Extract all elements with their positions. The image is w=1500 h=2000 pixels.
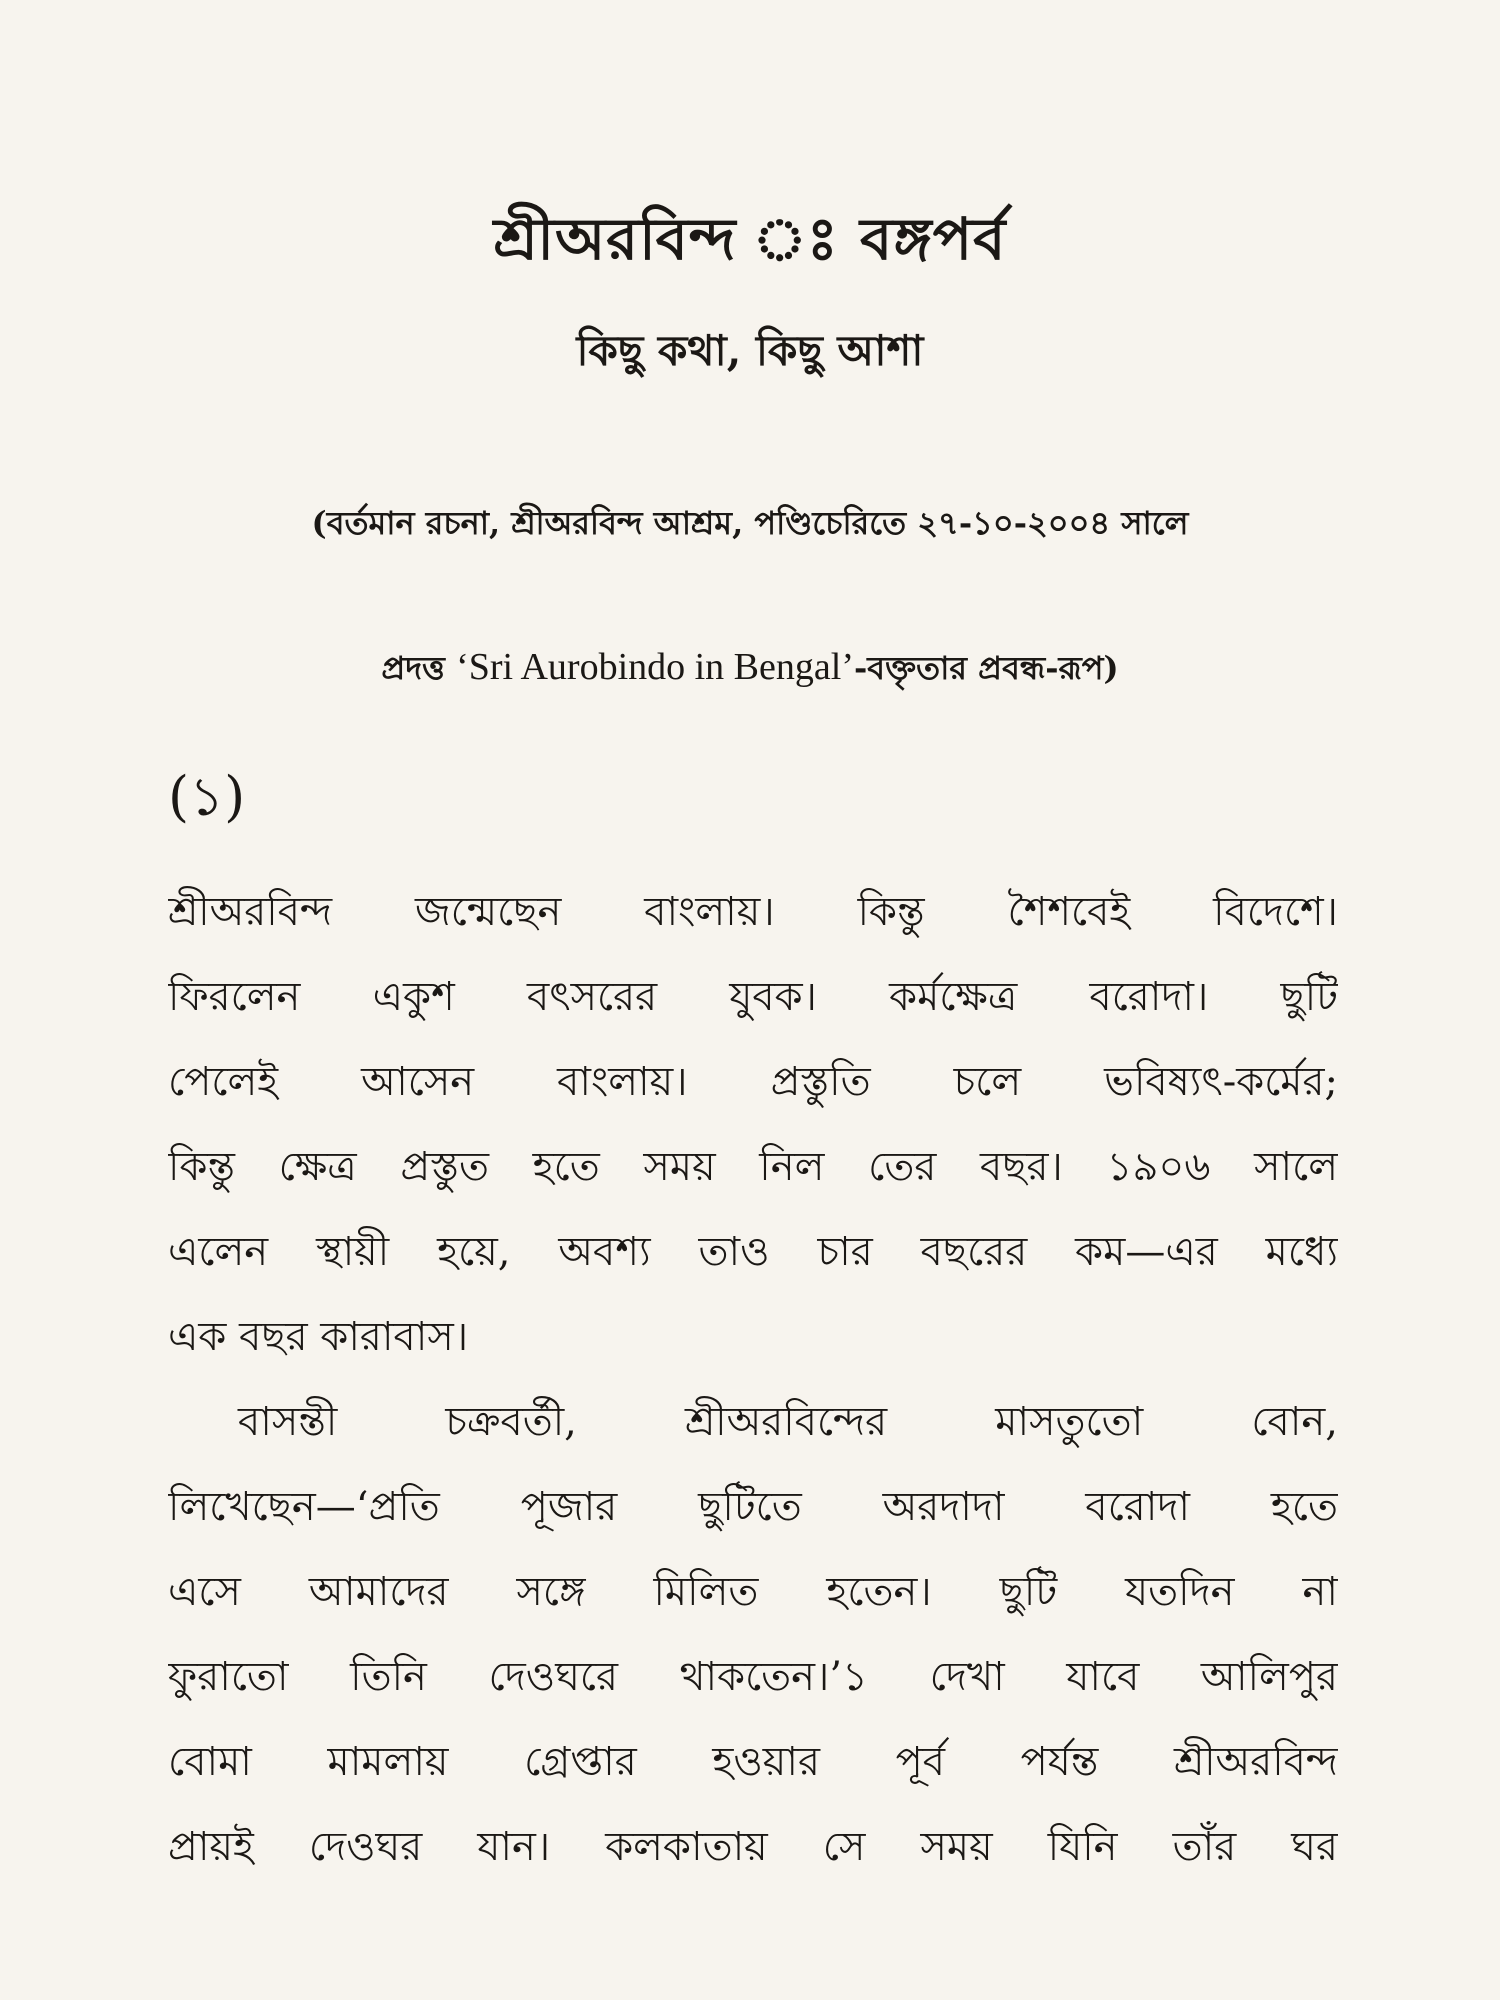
paragraph-2-line: ফুরাতো তিনি দেওঘরে থাকতেন।’১ দেখা যাবে আলিপুর (168, 1654, 1338, 1700)
paragraph-1-line: পেলেই আসেন বাংলায়। প্রস্তুতি চলে ভবিষ্যৎ-কর্মের; (168, 1059, 1338, 1105)
lecture-title: ‘Sri Aurobindo in Bengal’ (456, 646, 854, 688)
paragraph-2-line: বোমা মামলায় গ্রেপ্তার হওয়ার পূর্ব পর্যন্ত শ্রীঅরবিন্দ (168, 1739, 1338, 1785)
paragraph-1-line: শ্রীঅরবিন্দ জন্মেছেন বাংলায়। কিন্তু শৈশবেই বিদেশে। (168, 889, 1338, 935)
paragraph-2-line: এসে আমাদের সঙ্গে মিলিত হতেন। ছুটি যতদিন না (168, 1569, 1338, 1615)
page-subtitle: কিছু কথা, কিছু আশা (576, 326, 924, 375)
paragraph-1-line: ফিরলেন একুশ বৎসরের যুবক। কর্মক্ষেত্র বরোদা। ছুটি (168, 974, 1338, 1020)
source-note: (বর্তমান রচনা, শ্রীঅরবিন্দ আশ্রম, পণ্ডিচেরিতে ২৭-১০-২০০৪ সালে (311, 504, 1189, 542)
paragraph-2-line: লিখেছেন—‘প্রতি পূজার ছুটিতে অরদাদা বরোদা হতে (168, 1484, 1338, 1530)
paragraph-2-line: প্রায়ই দেওঘর যান। কলকাতায় সে সময় যিনি তাঁর ঘর (168, 1824, 1338, 1870)
page-title: শ্রীঅরবিন্দ ঃ বঙ্গপর্ব (493, 205, 1007, 273)
paragraph-1-line: কিন্তু ক্ষেত্র প্রস্তুত হতে সময় নিল তের বছর। ১৯০৬ সালে (168, 1144, 1338, 1190)
source-note-suffix: -বক্তৃতার প্রবন্ধ-রূপ) (853, 649, 1119, 687)
paragraph-1-line: এক বছর কারাবাস। (168, 1314, 469, 1360)
section-number: (১) (168, 765, 246, 828)
paragraph-1-line: এলেন স্থায়ী হয়ে, অবশ্য তাও চার বছরের কম—এর মধ্যে (168, 1229, 1338, 1275)
source-note-prefix: প্রদত্ত (381, 649, 457, 687)
body-text (168, 870, 1338, 1890)
source-note-line2 (0, 643, 1500, 697)
paragraph-2-line: বাসন্তী চক্রবর্তী, শ্রীঅরবিন্দের মাসতুতো বোন, (238, 1399, 1338, 1445)
